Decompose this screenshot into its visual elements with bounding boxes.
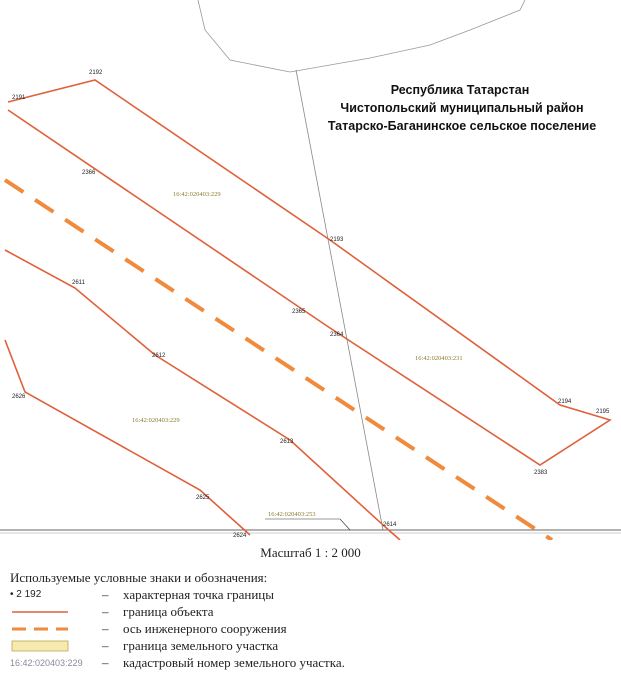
legend-title: Используемые условные знаки и обозначения:: [10, 570, 268, 585]
grey-boundary-line: [296, 70, 383, 530]
legend-dash: –: [102, 621, 109, 636]
cadastral-label-229-top: 16:42:020403:229: [173, 191, 221, 198]
legend-symbol-parcel-boundary: [10, 638, 70, 654]
legend-text-object-boundary: граница объекта: [123, 604, 214, 619]
parcel-253-leader-tick: [340, 519, 350, 530]
object-boundary-lower-2: [5, 340, 250, 535]
legend-symbol-point: • 2 192: [10, 589, 42, 600]
cadastral-label-229-bottom: 16:42:020403:229: [132, 417, 180, 424]
point-label-2614: 2614: [383, 522, 397, 528]
cadastral-label-231: 16:42:020403:231: [415, 355, 463, 362]
legend-item-cadastral-number: [10, 655, 610, 671]
engineering-axis: [5, 180, 552, 540]
point-label-2624: 2624: [233, 533, 247, 539]
point-label-2612: 2612: [152, 353, 166, 359]
point-label-2366: 2366: [82, 170, 96, 176]
point-label-2613: 2613: [280, 439, 294, 445]
legend-symbol-cadastral-number: 16:42:020403:229: [10, 658, 83, 668]
point-label-2625: 2625: [196, 495, 210, 501]
point-label-2195: 2195: [596, 409, 610, 415]
region-title-line1: Республика Татарстан: [390, 83, 530, 97]
legend-text-cadastral-number: кадастровый номер земельного участка.: [123, 655, 345, 670]
legend-symbol-object-boundary: [10, 604, 70, 620]
point-label-2193: 2193: [330, 237, 344, 243]
legend-item-object-boundary: [10, 604, 610, 620]
region-title-line2: Чистопольский муниципальный район: [340, 101, 584, 115]
point-label-2191: 2191: [12, 95, 26, 101]
point-label-2192: 2192: [89, 70, 103, 76]
legend-text-point: характерная точка границы: [123, 587, 274, 602]
legend-item-engineering-axis: [10, 621, 610, 637]
legend-dash: –: [102, 638, 109, 653]
point-label-2383: 2383: [534, 470, 548, 476]
point-label-2365: 2365: [292, 309, 306, 315]
point-label-2194: 2194: [558, 399, 572, 405]
point-label-2626: 2626: [12, 394, 26, 400]
legend-dash: –: [102, 604, 109, 619]
legend-text-parcel-boundary: граница земельного участка: [123, 638, 279, 653]
legend-item-point: [10, 587, 610, 603]
region-title-line3: Татарско-Баганинское сельское поселение: [327, 119, 597, 133]
point-label-2611: 2611: [72, 280, 85, 286]
legend-dash: –: [102, 655, 109, 670]
legend-symbol-engineering-axis: [10, 621, 70, 637]
legend-item-parcel-boundary: [10, 638, 610, 654]
neighbor-parcel-outline: [198, 0, 525, 72]
point-label-2364: 2364: [330, 332, 344, 338]
map-scale: Масштаб 1 : 2 000: [260, 545, 361, 560]
cadastral-label-253: 16:42:020403:253: [268, 511, 316, 518]
legend-text-engineering-axis: ось инженерного сооружения: [123, 621, 287, 636]
legend-dash: –: [102, 587, 109, 602]
